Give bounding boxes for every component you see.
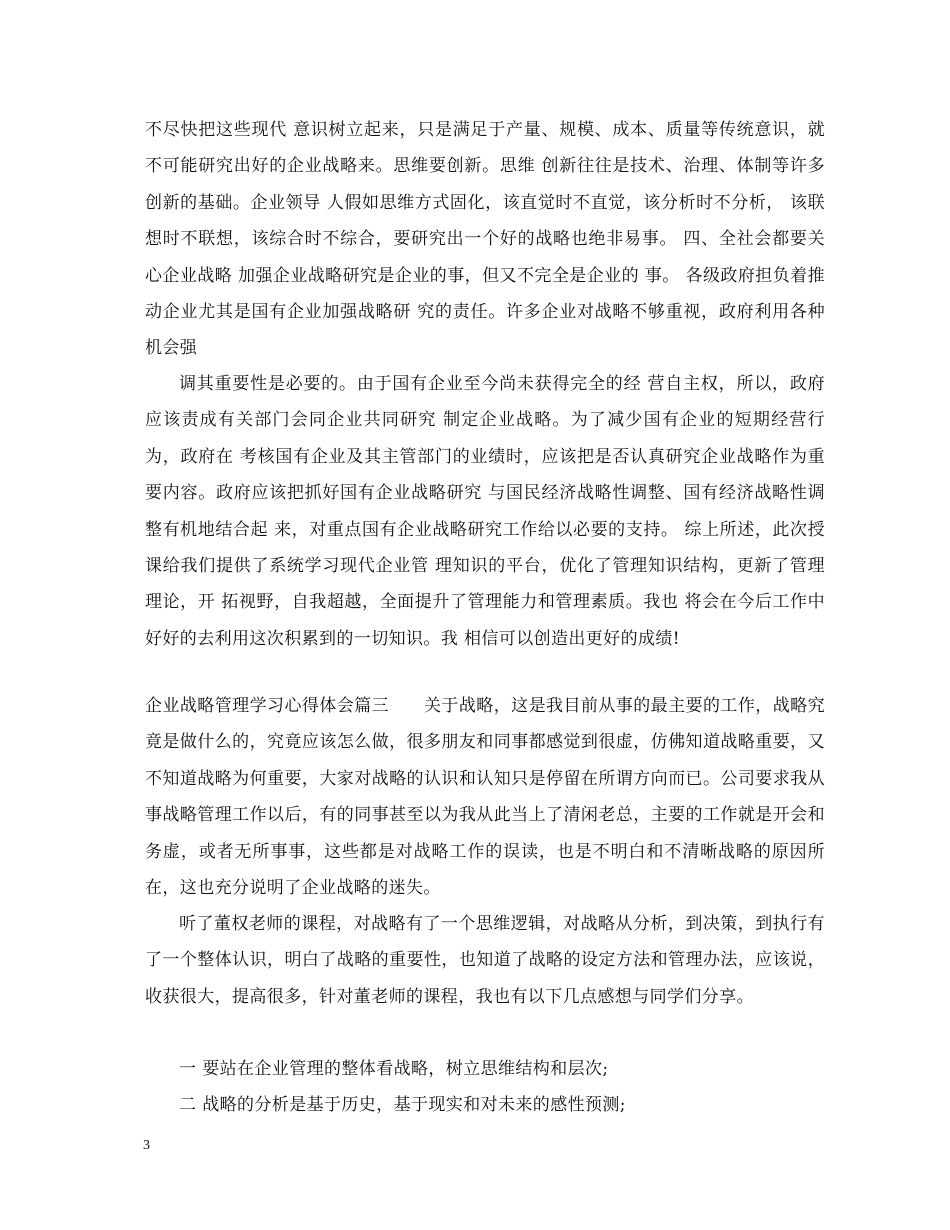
paragraph-3: 企业战略管理学习心得体会篇三 关于战略，这是我目前从事的最主要的工作，战略究竟是做什么的，究竟应该怎么做，很多朋友和同事都感觉到很虚，仿佛知道战略重要，又不知道战略为何重要，大家对战略的认识和认知只是停留在所谓方向而已。公司要求我从事战略管理工作以后，有的同事甚至以为我从此当上了清闲老总，主要的工作就是开会和务虚，或者无所事事，这些都是对战略工作的误读，也是不明白和不清晰战略的原因所在，这也充分说明了企业战略的迷失。 [145,696,825,899]
paragraph-5: 一 要站在企业管理的整体看战略，树立思维结构和层次; [179,1059,609,1079]
paragraph-2: 调其重要性是必要的。由于国有企业至今尚未获得完全的经 营自主权，所以，政府应该责成有关部门会同企业共同研究 制定企业战略。为了减少国有企业的短期经营行为，政府在 考核国有企业及其主管部门的业绩时，应该把是否认真研究企业战略作为重要内容。政府应该把抓好国有企业战略研究 与国民经济战略性调整、国有经济战略性调整有机地结合起 来，对重点国有企业战略研究工作给以必要的支持。 综上所述，此次授课给我们提供了系统学习现代企业管 理知识的平台，优化了管理知识结构，更新了管理理论，开 拓视野，自我超越，全面提升了管理能力和管理素质。我也 将会在今后工作中好好的去利用这次积累到的一切知识。我 相信可以创造出更好的成绩! [145,374,825,649]
paragraph-1: 不尽快把这些现代 意识树立起来，只是满足于产量、规模、成本、质量等传统意识，就不可能研究出好的企业战略来。思维要创新。思维 创新往往是技术、治理、体制等许多创新的基础。企业领导 人假如思维方式固化，该直觉时不直觉，该分析时不分析， 该联想时不联想，该综合时不综合，要研究出一个好的战略也绝非易事。 四、全社会都要关心企业战略 加强企业战略研究是企业的事，但又不完全是企业的 事。 各级政府担负着推动企业尤其是国有企业加强战略研 究的责任。许多企业对战略不够重视，政府利用各种机会强 [145,120,826,359]
body-text [145,112,825,367]
paragraph-4: 听了董权老师的课程，对战略有了一个思维逻辑，对战略从分析，到决策，到执行有了一个整体认识，明白了战略的重要性，也知道了战略的设定方法和管理办法，应该说，收获很大，提高很多，针对董老师的课程，我也有以下几点感想与同学们分享。 [145,914,825,1007]
body-text-5 [145,1051,825,1087]
body-text-2 [145,366,825,657]
body-text-6 [145,1087,825,1123]
body-text-4 [145,906,825,1015]
body-text-3 [145,688,825,906]
paragraph-6: 二 战略的分析是基于历史，基于现实和对未来的感性预测; [179,1095,626,1115]
page-number: 3 [143,1138,150,1153]
